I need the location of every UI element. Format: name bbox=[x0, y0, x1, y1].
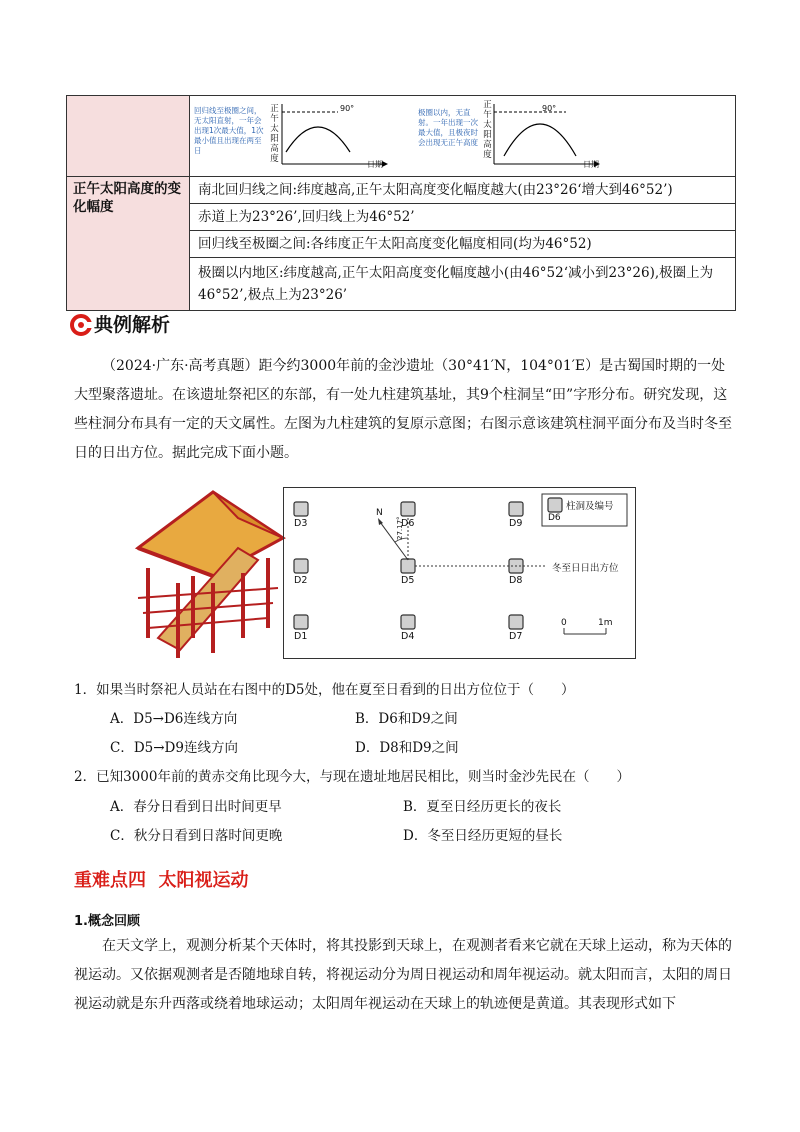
q1-option-a: A．D5→D6连线方向 bbox=[110, 711, 238, 727]
question-1-stem: 1．如果当时祭祀人员站在右图中的D5处，他在夏至日看到的日出方位位于（ ） bbox=[74, 682, 575, 698]
north-label: N bbox=[376, 508, 383, 518]
ninety-label-left: 90° bbox=[340, 104, 355, 113]
scale-one: 1m bbox=[598, 618, 613, 628]
hole-label-d2: D2 bbox=[294, 575, 308, 586]
hole-label-d7: D7 bbox=[509, 631, 523, 642]
building-reconstruction-image bbox=[118, 488, 288, 668]
angle-label: 27.17° bbox=[396, 516, 404, 540]
table-row: 回归线至极圈之间:各纬度正午太阳高度变化幅度相同(均为46°52) bbox=[190, 231, 736, 258]
example-logo-icon bbox=[70, 314, 92, 336]
table-row: 赤道上为23°26’,回归线上为46°52’ bbox=[190, 204, 736, 231]
hole-label-d3: D3 bbox=[294, 518, 308, 529]
example-heading: 典例解析 bbox=[94, 314, 171, 336]
graph-note-right: 极圈以内，无直射。一年出现一次最大值，且极夜时会出现无正午高度 bbox=[418, 108, 478, 147]
section-subtitle: 1.概念回顾 bbox=[74, 914, 140, 929]
example-paragraph: （2024·广东·高考真题）距今约3000年前的金沙遗址（30°41′N，104°01′E）是古蜀国时期的一处大型聚落遗址。在该遗址祭祀区的东部，有一处九柱建筑基址，其9个柱洞呈“田”字形分布。研究发现，这些柱洞分布具有一定的天文属性。左图为九柱建筑的复原示意图；右图示意该建筑柱洞平面分布及当时冬至日的日出方位。据此完成下面小题。 bbox=[74, 358, 732, 461]
ninety-label-right: 90° bbox=[542, 104, 557, 113]
graph-cell bbox=[190, 96, 736, 177]
hole-label-d6: D6 bbox=[401, 518, 415, 529]
table-empty-header bbox=[67, 96, 190, 177]
legend-id: D6 bbox=[548, 513, 561, 523]
table-row: 极圈以内地区:纬度越高,正午太阳高度变化幅度越小(由46°52‘减小到23°26),极圈上为46°52’,极点上为23°26’ bbox=[190, 258, 736, 311]
hole-label-d8: D8 bbox=[509, 575, 523, 586]
scale-zero: 0 bbox=[561, 618, 567, 628]
section-title: 重难点四 太阳视运动 bbox=[74, 870, 249, 891]
q2-option-b: B．夏至日经历更长的夜长 bbox=[403, 799, 562, 815]
q2-option-c: C．秋分日看到日落时间更晚 bbox=[110, 828, 283, 844]
sunrise-label: 冬至日日出方位 bbox=[552, 563, 619, 574]
y-axis-label-left: 正午太阳高度 bbox=[270, 104, 279, 164]
x-axis-label-left: 日期 bbox=[367, 160, 383, 169]
hole-label-d9: D9 bbox=[509, 518, 523, 529]
q1-option-d: D．D8和D9之间 bbox=[355, 740, 459, 756]
row-header: 正午太阳高度的变化幅度 bbox=[67, 177, 190, 311]
question-2-stem: 2．已知3000年前的黄赤交角比现今大，与现在遗址地居民相比，则当时金沙先民在（ ） bbox=[74, 769, 630, 785]
q2-option-a: A．春分日看到日出时间更早 bbox=[110, 799, 282, 815]
hole-label-d1: D1 bbox=[294, 631, 308, 642]
q1-option-c: C．D5→D9连线方向 bbox=[110, 740, 238, 756]
section-body: 在天文学上，观测分析某个天体时，将其投影到天球上，在观测者看来它就在天球上运动，称为天体的视运动。又依据观测者是否随地球自转，将视运动分为周日视运动和周年视运动。就太阳而言，太阳的周日视运动就是东升西落或绕着地球运动；太阳周年视运动在天球上的轨迹便是黄道。其表现形式如下 bbox=[74, 938, 732, 1012]
graph-note-left: 回归线至极圈之间，无太阳直射，一年会出现1次最大值，1次最小值且出现在两至日 bbox=[194, 106, 264, 155]
x-axis-label-right: 日期 bbox=[583, 160, 599, 169]
q2-option-d: D．冬至日经历更短的昼长 bbox=[403, 828, 563, 844]
legend-label: 柱洞及编号 bbox=[566, 501, 614, 512]
hole-label-d4: D4 bbox=[401, 631, 415, 642]
summary-table bbox=[66, 95, 736, 311]
table-row: 南北回归线之间:纬度越高,正午太阳高度变化幅度越大(由23°26‘增大到46°52’) bbox=[190, 177, 736, 204]
y-axis-label-right: 正午太阳高度 bbox=[483, 100, 492, 160]
hole-label-d5: D5 bbox=[401, 575, 415, 586]
posthole-plan-diagram bbox=[283, 487, 636, 659]
q1-option-b: B．D6和D9之间 bbox=[355, 711, 458, 727]
